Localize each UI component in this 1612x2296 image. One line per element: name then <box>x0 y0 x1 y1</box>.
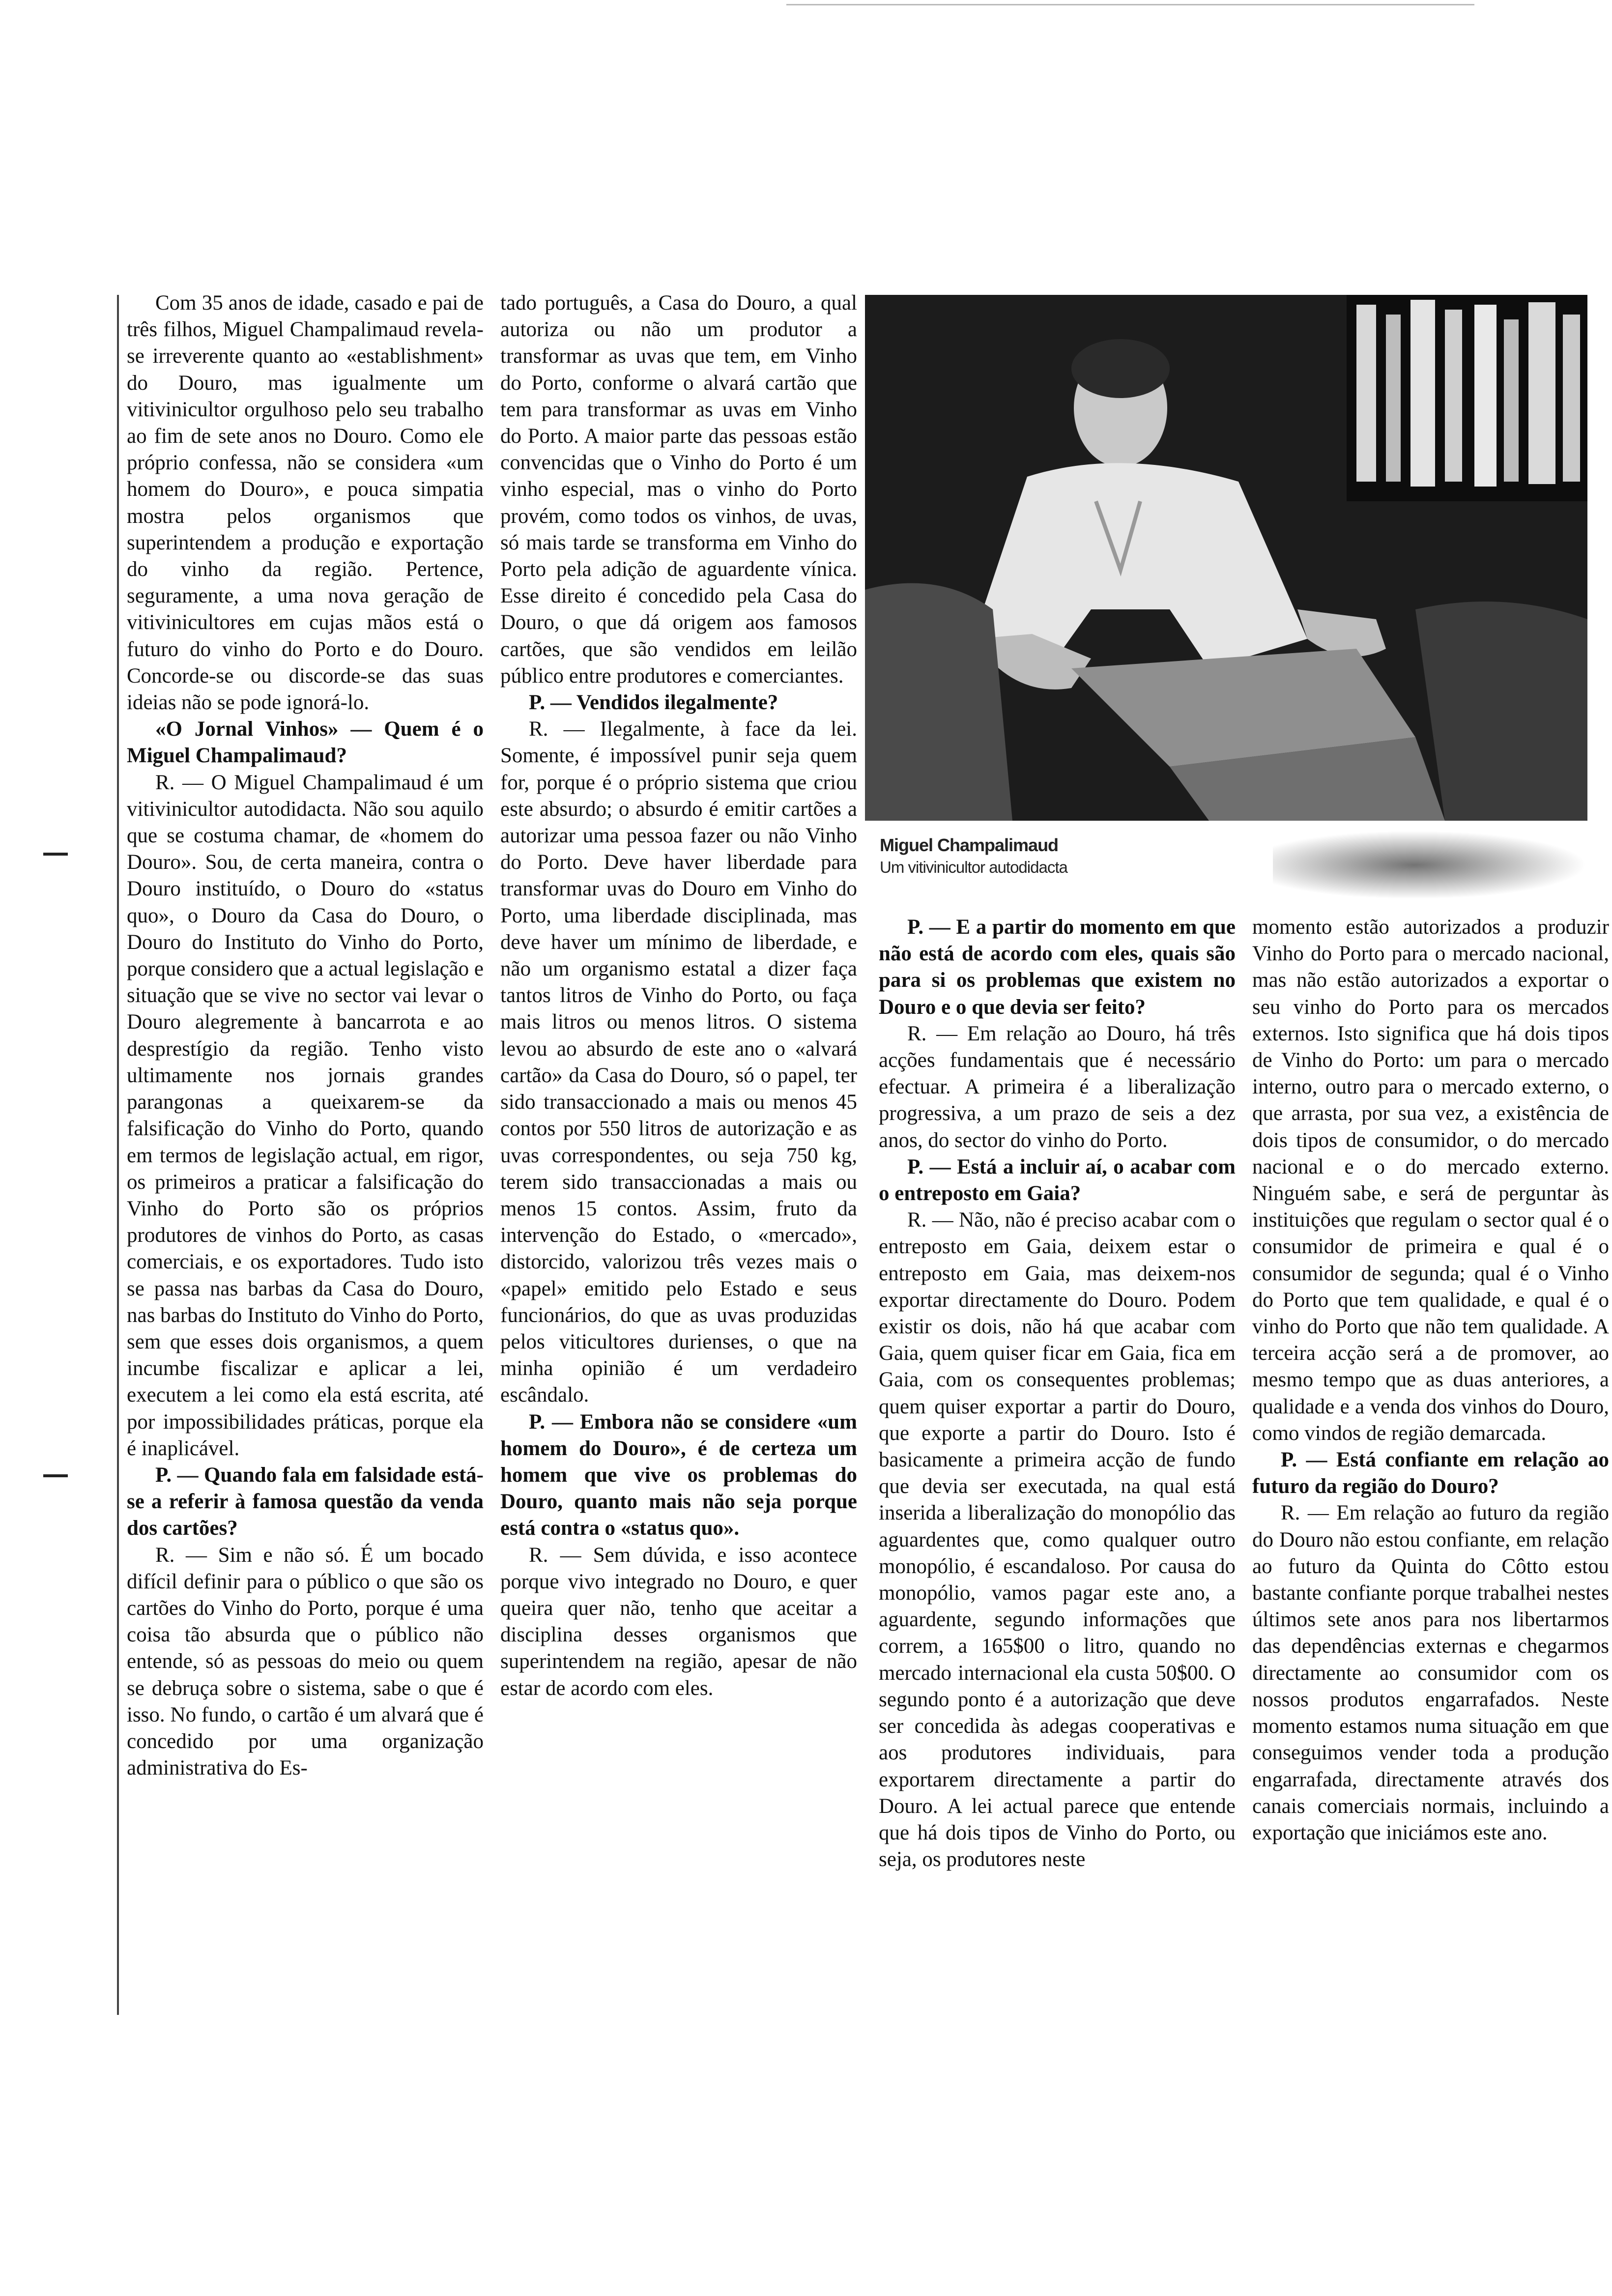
article-column-3 <box>879 914 1236 1873</box>
portrait-photo-graphic <box>865 295 1587 821</box>
article-column-1 <box>127 290 484 1781</box>
scan-margin-mark <box>43 853 68 856</box>
answer: R. — Não, não é preciso acabar com o entreposto em Gaia, deixem estar o entreposto em Gaia, mas deixem-nos exportar directamente do Douro. Podem existir os dois, não há que acabar com Gaia, quem quiser ficar em Gaia, fica em Gaia, com os consequentes problemas; quem quiser exportar a partir do Douro, que exporte a partir do Douro. Isto é basicamente a primeira acção de fundo que devia ser executada, na qual está inserida a liberalização do monopólio das aguardentes que, como qualquer outro monopólio, é escandaloso. Por causa do monopólio, vamos pagar este ano, a aguardente, segundo informações que correm, a 165$00 o litro, quando no mercado internacional ela custa 50$00. O segundo ponto é a autorização que deve ser concedida às adegas cooperativas e aos produtores individuais, para exportarem directamente a partir do Douro. A lei actual parece que entende que há dois tipos de Vinho do Porto, ou seja, os produtores neste <box>879 1208 1236 1871</box>
question: P. — Está a incluir aí, o acabar com o entreposto em Gaia? <box>879 1155 1236 1205</box>
answer: R. — Em relação ao Douro, há três acções fundamentais que é necessário efectuar. A primeira é a liberalização progressiva, a um prazo de seis a dez anos, do sector do vinho do Porto. <box>879 1022 1236 1152</box>
portrait-photo <box>865 295 1587 821</box>
question: «O Jornal Vinhos» — Quem é o Miguel Champalimaud? <box>127 718 484 768</box>
answer: R. — Ilegalmente, à face da lei. Somente, é impossível punir seja quem for, porque é o próprio sistema que criou este absurdo; o absurdo é emitir cartões a autorizar uma pessoa fazer ou não Vinho do Porto. Deve haver liberdade para transformar uvas do Douro em Vinho do Porto, uma liberdade disciplinada, mas deve haver um mínimo de liberdade, e não um organismo estatal a dizer faça tantos litros de Vinho do Porto, ou faça mais litros ou menos litros. O sistema levou ao absurdo de este ano o «alvará cartão» da Casa do Douro, só o papel, ter sido transaccionado a mais ou menos 45 contos por 550 litros de autorização e as uvas correspondentes, ou seja 750 kg, terem sido transaccionadas a mais ou menos 15 contos. Assim, fruto da intervenção do Estado, o «mercado», distorcido, valorizou três vezes mais o «papel» emitido pelo Estado e seus funcionários, do que as uvas produzidas pelos viticultores durienses, o que na minha opinião é um verdadeiro escândalo. <box>500 718 857 1407</box>
question: P. — E a partir do momento em que não está de acordo com eles, quais são para si os problemas que existem no Douro e o que devia ser feito? <box>879 916 1236 1019</box>
answer: R. — Sim e não só. É um bocado difícil definir para o público o que são os cartões do Vinho do Porto, porque é uma coisa tão absurda que o público não entende, só as pessoas do meio ou quem se debruça sobre o sistema, sabe o que é isso. No fundo, o cartão é um alvará que é concedido por uma organização administrativa do Es- <box>127 1543 484 1780</box>
scan-margin-line <box>117 295 119 2015</box>
answer: R. — O Miguel Champalimaud é um vitivinicultor autodidacta. Não sou aquilo que se costuma chamar, de «homem do Douro». Sou, de certa maneira, contra o Douro instituído, o Douro do «status quo», o Douro da Casa do Douro, o Douro do Instituto do Vinho do Porto, porque considero que a actual legislação e situação que se vive no sector vai levar o Douro alegremente à bancarrota e ao desprestígio da região. Tenho visto ultimamente nos jornais grandes parangonas a queixarem-se da falsificação do Vinho do Porto, quando em termos de legislação actual, em rigor, os primeiros a praticar a falsificação do Vinho do Porto são os próprios produtores de vinhos do Porto, as casas comerciais, e os exportadores. Tudo isto se passa nas barbas da Casa do Douro, nas barbas do Instituto do Vinho do Porto, sem que esses dois organismos, a quem incumbe fiscalizar e aplicar a lei, executem a lei como ela está escrita, até por impossibilidades práticas, porque ela é inaplicável. <box>127 771 484 1460</box>
answer: R. — Sem dúvida, e isso acontece porque vivo integrado no Douro, e quer queira quer não, tenho que aceitar a disciplina desses organismos que superintendem na região, apesar de não estar de acordo com eles. <box>500 1543 857 1700</box>
scan-smudge <box>1273 831 1587 899</box>
article-column-2 <box>500 290 857 1702</box>
article-column-4 <box>1252 914 1609 1846</box>
scan-top-rule <box>786 4 1474 5</box>
photo-caption-name: Miguel Champalimaud <box>880 835 1059 855</box>
intro-paragraph: Com 35 anos de idade, casado e pai de três filhos, Miguel Champalimaud revela-se irreverente quanto ao «establishment» do Douro, mas igualmente um vitivinicultor orgulhoso pelo seu trabalho ao fim de sete anos no Douro. Como ele próprio confessa, não se considera «um homem do Douro», e pouca simpatia mostra pelos organismos que superintendem a produção e exportação do vinho da região. Pertence, seguramente, a uma nova geração de vitivinicultores em cujas mãos está o futuro do vinho do Porto e do Douro. Concorde-se ou discorde-se das suas ideias não se pode ignorá-lo. <box>127 291 484 715</box>
photo-caption-subtitle: Um vitivinicultor autodidacta <box>880 858 1067 876</box>
answer: R. — Em relação ao futuro da região do Douro não estou confiante, em relação ao futuro da Quinta do Côtto estou bastante confiante porque trabalhei nestes últimos sete anos para nos libertarmos das dependências externas e chegarmos directamente ao consumidor com os nossos produtos engarrafados. Neste momento estamos numa situação em que conseguimos vender toda a produção engarrafada, directamente através dos canais comerciais normais, incluindo a exportação que iniciámos este ano. <box>1252 1501 1609 1844</box>
question: P. — Embora não se considere «um homem do Douro», é de certeza um homem que vive os problemas do Douro, quanto mais não seja porque está contra o «status quo». <box>500 1410 857 1540</box>
question: P. — Quando fala em falsidade está-se a referir à famosa questão da venda dos cartões? <box>127 1463 484 1540</box>
question: P. — Vendidos ilegalmente? <box>529 691 778 715</box>
answer-continued: tado português, a Casa do Douro, a qual autoriza ou não um produtor a transformar as uvas que tem, em Vinho do Porto, conforme o alvará cartão que tem para transformar as uvas em Vinho do Porto. A maior parte das pessoas estão convencidas que o Vinho do Porto é um vinho especial, mas o vinho do Porto provém, como todos os vinhos, de uvas, só mais tarde se transforma em Vinho do Porto pela adição de aguardente vínica. Esse direito é concedido pela Casa do Douro, o que dá origem aos famosos cartões, que são vendidos em leilão público entre produtores e comerciantes. <box>500 291 857 688</box>
answer-continued: momento estão autorizados a produzir Vinho do Porto para o mercado nacional, mas não estão autorizados a exportar o seu vinho do Porto para os mercados externos. Isto significa que há dois tipos de Vinho do Porto: um para o mercado interno, outro para o mercado externo, o que arrasta, por sua vez, a existência de dois tipos de consumidor, o do mercado nacional e o do mercado externo. Ninguém sabe, e será de perguntar às instituições que regulam o sector qual é o consumidor de primeira e qual é o consumidor de segunda; qual é o Vinho do Porto que tem qualidade, e qual é o vinho do Porto que não tem qualidade. A terceira acção será a de promover, ao mesmo tempo que as duas anteriores, a qualidade e a venda dos vinhos do Douro, como vindos de região demarcada. <box>1252 916 1609 1445</box>
scan-margin-mark <box>43 1474 68 1477</box>
question: P. — Está confiante em relação ao futuro da região do Douro? <box>1252 1448 1609 1498</box>
